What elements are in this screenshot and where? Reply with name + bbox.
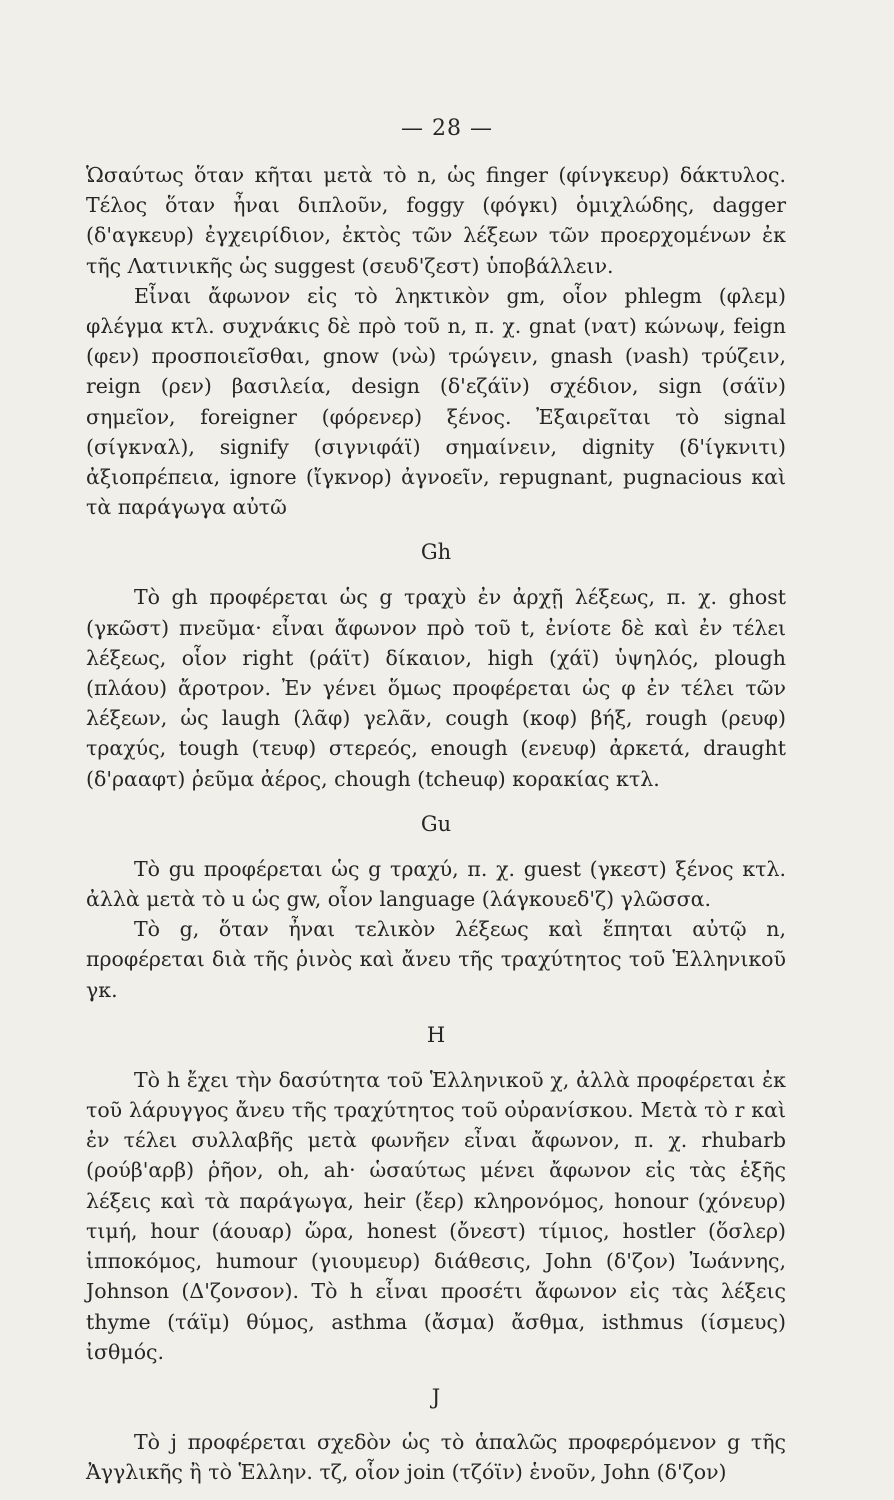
- page-number: — 28 —: [401, 116, 493, 141]
- section-heading-gh: Gh: [420, 540, 452, 565]
- paragraph-j: Τὸ j προφέρεται σχεδὸν ὡς τὸ ἁπαλῶς προφερόμενον g τῆς Ἀγγλικῆς ἢ τὸ Ἑλλην. τζ, οἷον join (τζόϊν) ἑνοῦν, John (δ'ζον): [86, 1429, 786, 1485]
- paragraph-h: Τὸ h ἔχει τὴν δασύτητα τοῦ Ἑλληνικοῦ χ, ἀλλὰ προφέρεται ἐκ τοῦ λάρυγγος ἄνευ τῆς τραχύτητος τοῦ οὐρανίσκου. Μετὰ τὸ r καὶ ἐν τέλει συλλαβῆς μετὰ φωνῆεν εἶναι ἄφωνον, π. χ. rhubarb (ρούβ'αρβ) ῥῆον, oh, ah· ὡσαύτως μένει ἄφωνον εἰς τὰς ἑξῆς λέξεις καὶ τὰ παράγωγα, heir (ἔερ) κληρονόμος, honour (χόνευρ) τιμή, hour (άουαρ) ὥρα, honest (ὄνεστ) τίμιος, hostler (ὅσλερ) ἱπποκόμος, humour (γιουμευρ) διάθεσις, John (δ'ζον) Ἰωάννης, Johnson (Δ'ζονσον). Τὸ h εἶναι προσέτι ἄφωνον εἰς τὰς λέξεις thyme (τάϊμ) θύμος, asthma (ἄσμα) ἄσθμα, isthmus (ίσμευς) ἰσθμός.: [86, 1067, 786, 1364]
- paragraph-gu: Τὸ gu προφέρεται ὡς g τραχύ, π. χ. guest (γκεστ) ξένος κτλ. ἀλλὰ μετὰ τὸ u ὡς gw, οἷον language (λάγκουεδ'ζ) γλῶσσα.: [86, 856, 786, 912]
- section-heading-j: J: [431, 1384, 441, 1409]
- section-heading-gu: Gu: [420, 811, 452, 836]
- paragraph-g-silent: Εἶναι ἄφωνον εἰς τὸ ληκτικὸν gm, οἷον phlegm (φλεμ) φλέγμα κτλ. συχνάκις δὲ πρὸ τοῦ n, π. χ. gnat (νατ) κώνωψ, feign (φεν) προσποιεῖσθαι, gnow (νὼ) τρώγειν, gnash (νash) τρύζειν, reign (ρεν) βασιλεία, design (δ'εζάϊν) σχέδιον, sign (σάϊν) σημεῖον, foreigner (φόρενερ) ξένος. Ἐξαιρεῖται τὸ signal (σίγκναλ), signify (σιγνιφάϊ) σημαίνειν, dignity (δ'ίγκνιτι) ἀξιοπρέπεια, ignore (ἴγκνορ) ἀγνοεῖν, repugnant, pugnacious καὶ τὰ παράγωγα αὐτῶ: [86, 283, 786, 520]
- paragraph-g-after-n: Ὡσαύτως ὅταν κῆται μετὰ τὸ n, ὡς finger (φίνγκευρ) δάκτυλος. Τέλος ὅταν ἦναι διπλοῦν, foggy (φόγκι) ὁμιχλώδης, dagger (δ'αγκευρ) ἐγχειρίδιον, ἐκτὸς τῶν λέξεων τῶν προερχομένων ἐκ τῆς Λατινικῆς ὡς suggest (σευδ'ζεστ) ὑποβάλλειν.: [86, 163, 786, 278]
- paragraph-gh: Τὸ gh προφέρεται ὡς g τραχὺ ἐν ἀρχῇ λέξεως, π. χ. ghost (γκῶστ) πνεῦμα· εἶναι ἄφωνον πρὸ τοῦ t, ἐνίοτε δὲ καὶ ἐν τέλει λέξεως, οἷον right (ράϊτ) δίκαιον, high (χάϊ) ὑψηλός, plough (πλάου) ἄροτρον. Ἐν γένει ὅμως προφέρεται ὡς φ ἐν τέλει τῶν λέξεων, ὡς laugh (λᾶφ) γελᾶν, cough (κοφ) βήξ, rough (ρευφ) τραχύς, tough (τευφ) στερεός, enough (ενευφ) ἀρκετά, draught (δ'ρααφτ) ῥεῦμα ἀέρος, chough (tcheuφ) κορακίας κτλ.: [86, 585, 786, 791]
- paragraph-final-g: Τὸ g, ὅταν ἦναι τελικὸν λέξεως καὶ ἕπηται αὐτῷ n, προφέρεται διὰ τῆς ῥινὸς καὶ ἄνευ τῆς τραχύτητος τοῦ Ἑλληνικοῦ γκ.: [86, 917, 786, 1002]
- section-heading-h: H: [426, 1022, 446, 1047]
- page-body: [86, 160, 786, 1487]
